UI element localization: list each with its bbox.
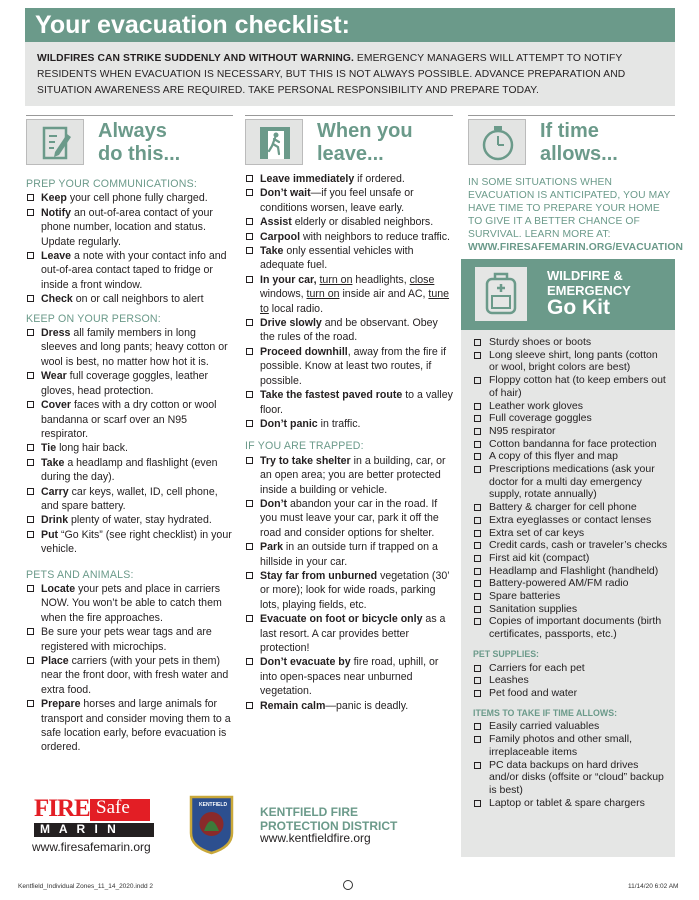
list-item: Stay far from unburned vegetation (30’ or more); look for wide roads, parking lots, playing fields, etc.	[245, 569, 453, 612]
list-item: Don’t abandon your car in the road. If you must leave your car, park it off the road and consider options for shelter.	[245, 497, 453, 540]
trapped-list	[245, 454, 453, 713]
list-item: Don’t panic in traffic.	[245, 417, 453, 431]
list-item: Don’t wait—if you feel unsafe or conditions worsen, leave early.	[245, 186, 453, 215]
checkbox	[246, 276, 253, 283]
list-item: Notify an out-of-area contact of your phone number, location and status. Update regularly.	[26, 206, 233, 249]
checkbox	[246, 319, 253, 326]
checkbox	[474, 517, 481, 524]
checkbox	[27, 488, 34, 495]
list-item: Put “Go Kits” (see right checklist) in your vehicle.	[26, 528, 233, 557]
registration-mark-icon	[343, 880, 353, 890]
list-item: Family photos and other small, irreplaceable items	[473, 733, 669, 758]
checkbox	[27, 372, 34, 379]
checkbox	[27, 531, 34, 538]
checkbox	[474, 415, 481, 422]
list-item: Take a headlamp and flashlight (even during the day).	[26, 456, 233, 485]
section-pets-animals: PETS AND ANIMALS:	[26, 568, 134, 581]
section-trapped: IF YOU ARE TRAPPED:	[245, 440, 364, 453]
list-item: Prepare horses and large animals for transport and consider moving them to a safe location early, before evacuation is ordered.	[26, 697, 233, 755]
checkbox	[474, 665, 481, 672]
page-title: Your evacuation checklist:	[35, 11, 350, 39]
go-kit-panel	[461, 259, 675, 857]
list-item: Extra set of car keys	[473, 527, 669, 540]
checkbox	[246, 457, 253, 464]
checkbox	[474, 542, 481, 549]
checkbox	[246, 348, 253, 355]
checkbox	[474, 568, 481, 575]
list-item: Proceed downhill, away from the fire if possible. Know at least two routes, if possible.	[245, 345, 453, 388]
list-item: Carpool with neighbors to reduce traffic.	[245, 230, 453, 244]
list-item: Copies of important documents (birth certificates, passports, etc.)	[473, 615, 669, 640]
checkbox	[474, 593, 481, 600]
checkbox	[27, 401, 34, 408]
firesafe-url[interactable]: www.firesafemarin.org	[32, 840, 151, 854]
list-item: Battery-powered AM/FM radio	[473, 577, 669, 590]
intro-text: EMERGENCY MANAGERS WILL ATTEMPT TO NOTIFY RESIDENTS WHEN EVACUATION IS NECESSARY, BUT THIS IS NOT ALWAYS POSSIBLE. ADVANCE PREPARATION AND SITUATION AWARENESS ARE REQUIRED. TAKE PERSONAL RESPONSIBILITY AND PREPARE TODAY.	[37, 53, 626, 96]
list-item: Spare batteries	[473, 590, 669, 603]
driving-list	[245, 316, 453, 431]
pet-supplies-list	[473, 662, 669, 700]
section-pet-supplies: PET SUPPLIES:	[473, 648, 539, 659]
list-item: Carriers for each pet	[473, 662, 669, 675]
title-banner	[25, 8, 675, 42]
checkbox	[474, 800, 481, 807]
list-item: Be sure your pets wear tags and are registered with microchips.	[26, 625, 233, 654]
list-item: A copy of this flyer and map	[473, 450, 669, 463]
list-item: Sturdy shoes or boots	[473, 336, 669, 349]
checkbox	[27, 209, 34, 216]
checkbox	[474, 339, 481, 346]
list-item: Park in an outside turn if trapped on a hillside in your car.	[245, 540, 453, 569]
list-item: Easily carried valuables	[473, 720, 669, 733]
list-item: First aid kit (compact)	[473, 552, 669, 565]
checkbox	[246, 420, 253, 427]
time-column	[468, 115, 684, 254]
checkbox	[474, 762, 481, 769]
kentfield-fire-name: KENTFIELD FIRE PROTECTION DISTRICT	[260, 805, 398, 833]
print-slug: Kentfield_Individual Zones_11_14_2020.indd 2	[18, 883, 154, 890]
list-item: Locate your pets and place in carriers NOW. You won’t be able to catch them when the fire approaches.	[26, 582, 233, 625]
list-item: Headlamp and Flashlight (handheld)	[473, 565, 669, 578]
checkbox	[246, 702, 253, 709]
checkbox	[474, 453, 481, 460]
checklist-pencil-icon	[26, 119, 84, 165]
checkbox	[474, 723, 481, 730]
list-item: Extra eyeglasses or contact lenses	[473, 514, 669, 527]
list-item: Keep your cell phone fully charged.	[26, 191, 233, 205]
checkbox	[474, 677, 481, 684]
stopwatch-icon	[468, 119, 526, 165]
list-item: Drive slowly and be observant. Obey the rules of the road.	[245, 316, 453, 345]
checkbox	[246, 572, 253, 579]
time-body: IN SOME SITUATIONS WHEN EVACUATION IS ANTICIPATED, YOU MAY HAVE TIME TO PREPARE YOUR HOME TO GIVE IT A BETTER CHANCE OF SURVIVAL. LEARN MORE AT: WWW.FIRESAFEMARIN.ORG/EVACUATION	[468, 177, 684, 253]
checkbox	[246, 218, 253, 225]
checkbox	[474, 690, 481, 697]
list-item: Pet food and water	[473, 687, 669, 700]
list-item: Cotton bandanna for face protection	[473, 438, 669, 451]
time-header	[468, 115, 675, 172]
intro-box	[25, 42, 675, 106]
checkbox	[27, 194, 34, 201]
checkbox	[27, 657, 34, 664]
list-item: Wear full coverage goggles, leather gloves, head protection.	[26, 369, 233, 398]
kentfield-fire-patch	[188, 793, 235, 855]
checkbox	[246, 615, 253, 622]
list-item: Leashes	[473, 674, 669, 687]
section-time-allows: ITEMS TO TAKE IF TIME ALLOWS:	[473, 707, 617, 718]
list-item: PC data backups on hard drives and/or disks (offsite or “cloud” backup is best)	[473, 759, 669, 797]
checkbox	[27, 585, 34, 592]
list-item: Sanitation supplies	[473, 603, 669, 616]
checkbox	[474, 530, 481, 537]
list-item: Take the fastest paved route to a valley floor.	[245, 388, 453, 417]
list-item: Don’t evacuate by fire road, uphill, or into open-spaces near unburned vegetation.	[245, 655, 453, 698]
list-item: Assist elderly or disabled neighbors.	[245, 215, 453, 229]
list-item: Cover faces with a dry cotton or wool bandanna or scarf over an N95 respirator.	[26, 398, 233, 441]
checkbox	[246, 233, 253, 240]
list-item: Take only essential vehicles with adequate fuel.	[245, 244, 453, 273]
list-item: Remain calm—panic is deadly.	[245, 699, 453, 713]
intro-lead: WILDFIRES CAN STRIKE SUDDENLY AND WITHOUT WARNING.	[37, 53, 354, 64]
firesafe-marin-logo: FIRE Safe M A R I N www.firesafemarin.org	[32, 795, 167, 854]
evacuation-url[interactable]: WWW.FIRESAFEMARIN.ORG/EVACUATION	[468, 242, 684, 253]
checkbox	[474, 352, 481, 359]
checkbox	[246, 500, 253, 507]
list-item: Leather work gloves	[473, 400, 669, 413]
backpack-icon	[475, 267, 527, 321]
go-kit-title: Go Kit	[547, 296, 610, 319]
list-item: Evacuate on foot or bicycle only as a last resort. A car provides better protection!	[245, 612, 453, 655]
in-car-list	[245, 273, 453, 316]
pets-animals-list	[26, 582, 233, 755]
prep-communications-list	[26, 191, 233, 306]
list-item: Floppy cotton hat (to keep embers out of hair)	[473, 374, 669, 399]
checkbox	[474, 580, 481, 587]
list-item: Try to take shelter in a building, car, or an open area; you are better protected inside a building or vehicle.	[245, 454, 453, 497]
list-item: Check on or call neighbors to alert	[26, 292, 233, 306]
keep-on-person-list	[26, 326, 233, 557]
list-item: Tie long hair back.	[26, 441, 233, 455]
checkbox	[246, 189, 253, 196]
list-item: In your car, turn on headlights, close windows, turn on inside air and AC, tune to local radio.	[245, 273, 453, 316]
list-item: Laptop or tablet & spare chargers	[473, 797, 669, 810]
checkbox	[246, 391, 253, 398]
checkbox	[474, 736, 481, 743]
checkbox	[27, 628, 34, 635]
checkbox	[27, 444, 34, 451]
list-item: Leave immediately if ordered.	[245, 172, 453, 186]
list-item: Leave a note with your contact info and out-of-area contact taped to fridge or inside a front window.	[26, 249, 233, 292]
go-kit-header	[461, 259, 675, 330]
checkbox	[246, 658, 253, 665]
go-kit-list	[473, 336, 669, 641]
list-item: N95 respirator	[473, 425, 669, 438]
checkbox	[474, 441, 481, 448]
checkbox	[474, 466, 481, 473]
checkbox	[474, 377, 481, 384]
list-item: Carry car keys, wallet, ID, cell phone, and spare battery.	[26, 485, 233, 514]
section-prep-communications: PREP YOUR COMMUNICATIONS:	[26, 178, 197, 190]
section-keep-on-person: KEEP ON YOUR PERSON:	[26, 312, 161, 325]
print-date: 11/14/20 6:02 AM	[628, 883, 679, 890]
list-item: Place carriers (with your pets in them) near the front door, with fresh water and extra food.	[26, 654, 233, 697]
exit-door-icon	[245, 119, 303, 165]
list-item: Battery & charger for cell phone	[473, 501, 669, 514]
checkbox	[246, 543, 253, 550]
go-kit-subtitle: WILDFIRE & EMERGENCY	[547, 268, 631, 298]
checkbox	[27, 329, 34, 336]
checkbox	[27, 295, 34, 302]
checkbox	[27, 252, 34, 259]
leave-header	[245, 115, 453, 172]
checkbox	[27, 459, 34, 466]
checkbox	[474, 504, 481, 511]
list-item: Dress all family members in long sleeves and long pants; heavy cotton or wool is best, no matter how hot it is.	[26, 326, 233, 369]
kentfield-url[interactable]: www.kentfieldfire.org	[260, 831, 371, 845]
list-item: Long sleeve shirt, long pants (cotton or wool, bright colors are best)	[473, 349, 669, 374]
list-item: Drink plenty of water, stay hydrated.	[26, 513, 233, 527]
always-column	[26, 115, 233, 755]
leave-column	[245, 115, 453, 713]
checkbox	[474, 555, 481, 562]
list-item: Prescriptions medications (ask your doctor for a multi day emergency supply, rotate annually)	[473, 463, 669, 501]
checkbox	[246, 175, 253, 182]
checkbox	[27, 516, 34, 523]
list-item: Full coverage goggles	[473, 412, 669, 425]
checkbox	[246, 247, 253, 254]
always-title: Always do this...	[98, 120, 181, 165]
checkbox	[27, 700, 34, 707]
patch-text: KENTFIELD	[199, 802, 228, 808]
time-allows-list	[473, 720, 669, 809]
list-item: Credit cards, cash or traveler’s checks	[473, 539, 669, 552]
leave-list	[245, 172, 453, 273]
leave-title: When you leave...	[317, 120, 413, 165]
time-title: If time allows...	[540, 120, 618, 165]
checkbox	[474, 618, 481, 625]
checkbox	[474, 428, 481, 435]
checkbox	[474, 606, 481, 613]
always-header	[26, 115, 233, 172]
checkbox	[474, 403, 481, 410]
